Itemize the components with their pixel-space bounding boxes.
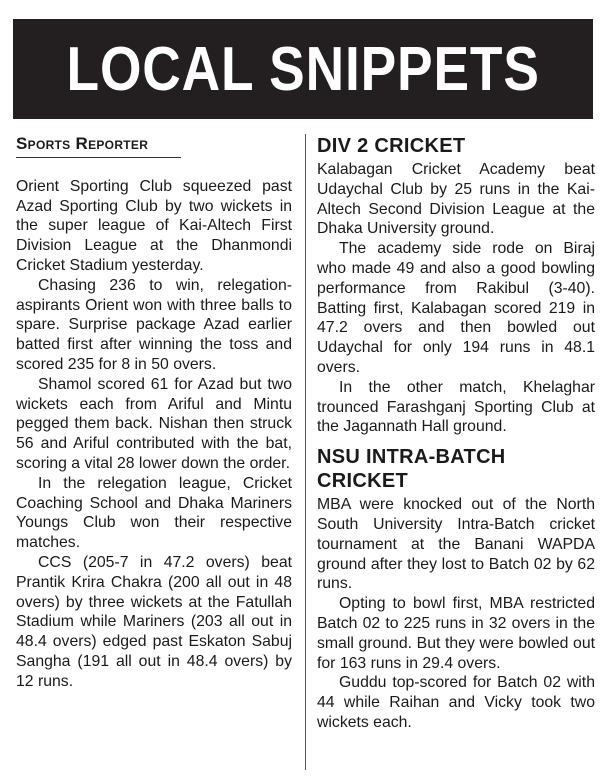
article-paragraph: CCS (205-7 in 47.2 overs) beat Prantik Krira Chakra (200 all out in 48 overs) by three wickets at the Fatullah Stadium while Mariners (203 all out in 48.4 overs) edged past Eskaton Sabuj Sangha (191 all out in 48.4 overs) by 12 runs. <box>16 553 292 690</box>
article-paragraph: Chasing 236 to win, relegation-aspirants Orient won with three balls to spare. Surprise package Azad earlier batted first after winning the toss and scored 235 for 8 in 50 overs. <box>16 276 292 373</box>
headline-nsu-intra-batch: NSU INTRA-BATCH CRICKET <box>317 446 506 493</box>
article-paragraph: Orient Sporting Club squeezed past Azad Sporting Club by two wickets in the super league of Kai-Altech First Division League at the Dhanmondi Cricket Stadium yesterday. <box>16 177 292 274</box>
column-divider <box>305 134 306 770</box>
headline-div2-cricket: DIV 2 CRICKET <box>317 135 466 157</box>
section-banner <box>13 19 593 119</box>
section-title: LOCAL SNIPPETS <box>66 34 540 104</box>
article-paragraph: In the other match, Khelaghar trounced Farashganj Sporting Club at the Jagannath Hall ground. <box>317 378 595 436</box>
article-paragraph: Shamol scored 61 for Azad but two wickets each from Ariful and Mintu pegged them back. Nishan then struck 56 and Ariful contributed with the bat, scoring a vital 28 lower down the order. <box>16 375 292 472</box>
article-paragraph: Kalabagan Cricket Academy beat Udaychal Club by 25 runs in the Kai-Altech Second Division League at the Dhaka University ground. <box>317 161 595 238</box>
article-paragraph: Opting to bowl first, MBA restricted Batch 02 to 225 runs in 32 overs in the small ground. But they were bowled out for 163 runs in 29.4 overs. <box>317 595 595 672</box>
article-paragraph: In the relegation league, Cricket Coaching School and Dhaka Mariners Youngs Club won their respective matches. <box>16 474 292 552</box>
article-paragraph: MBA were knocked out of the North South University Intra-Batch cricket tournament at the Banani WAPDA ground after they lost to Batch 02 by 62 runs. <box>317 496 595 593</box>
article-paragraph: Guddu top-scored for Batch 02 with 44 while Raihan and Vicky took two wickets each. <box>317 674 595 731</box>
byline: Sports Reporter <box>16 134 181 158</box>
right-column <box>317 134 595 733</box>
left-column <box>16 134 292 692</box>
article-paragraph: The academy side rode on Biraj who made 49 and also a good bowling performance from Rakibul (3-40). Batting first, Kalabagan scored 219 in 47.2 overs and then bowled out Udaychal for only 194 runs in 48.1 overs. <box>317 240 595 376</box>
